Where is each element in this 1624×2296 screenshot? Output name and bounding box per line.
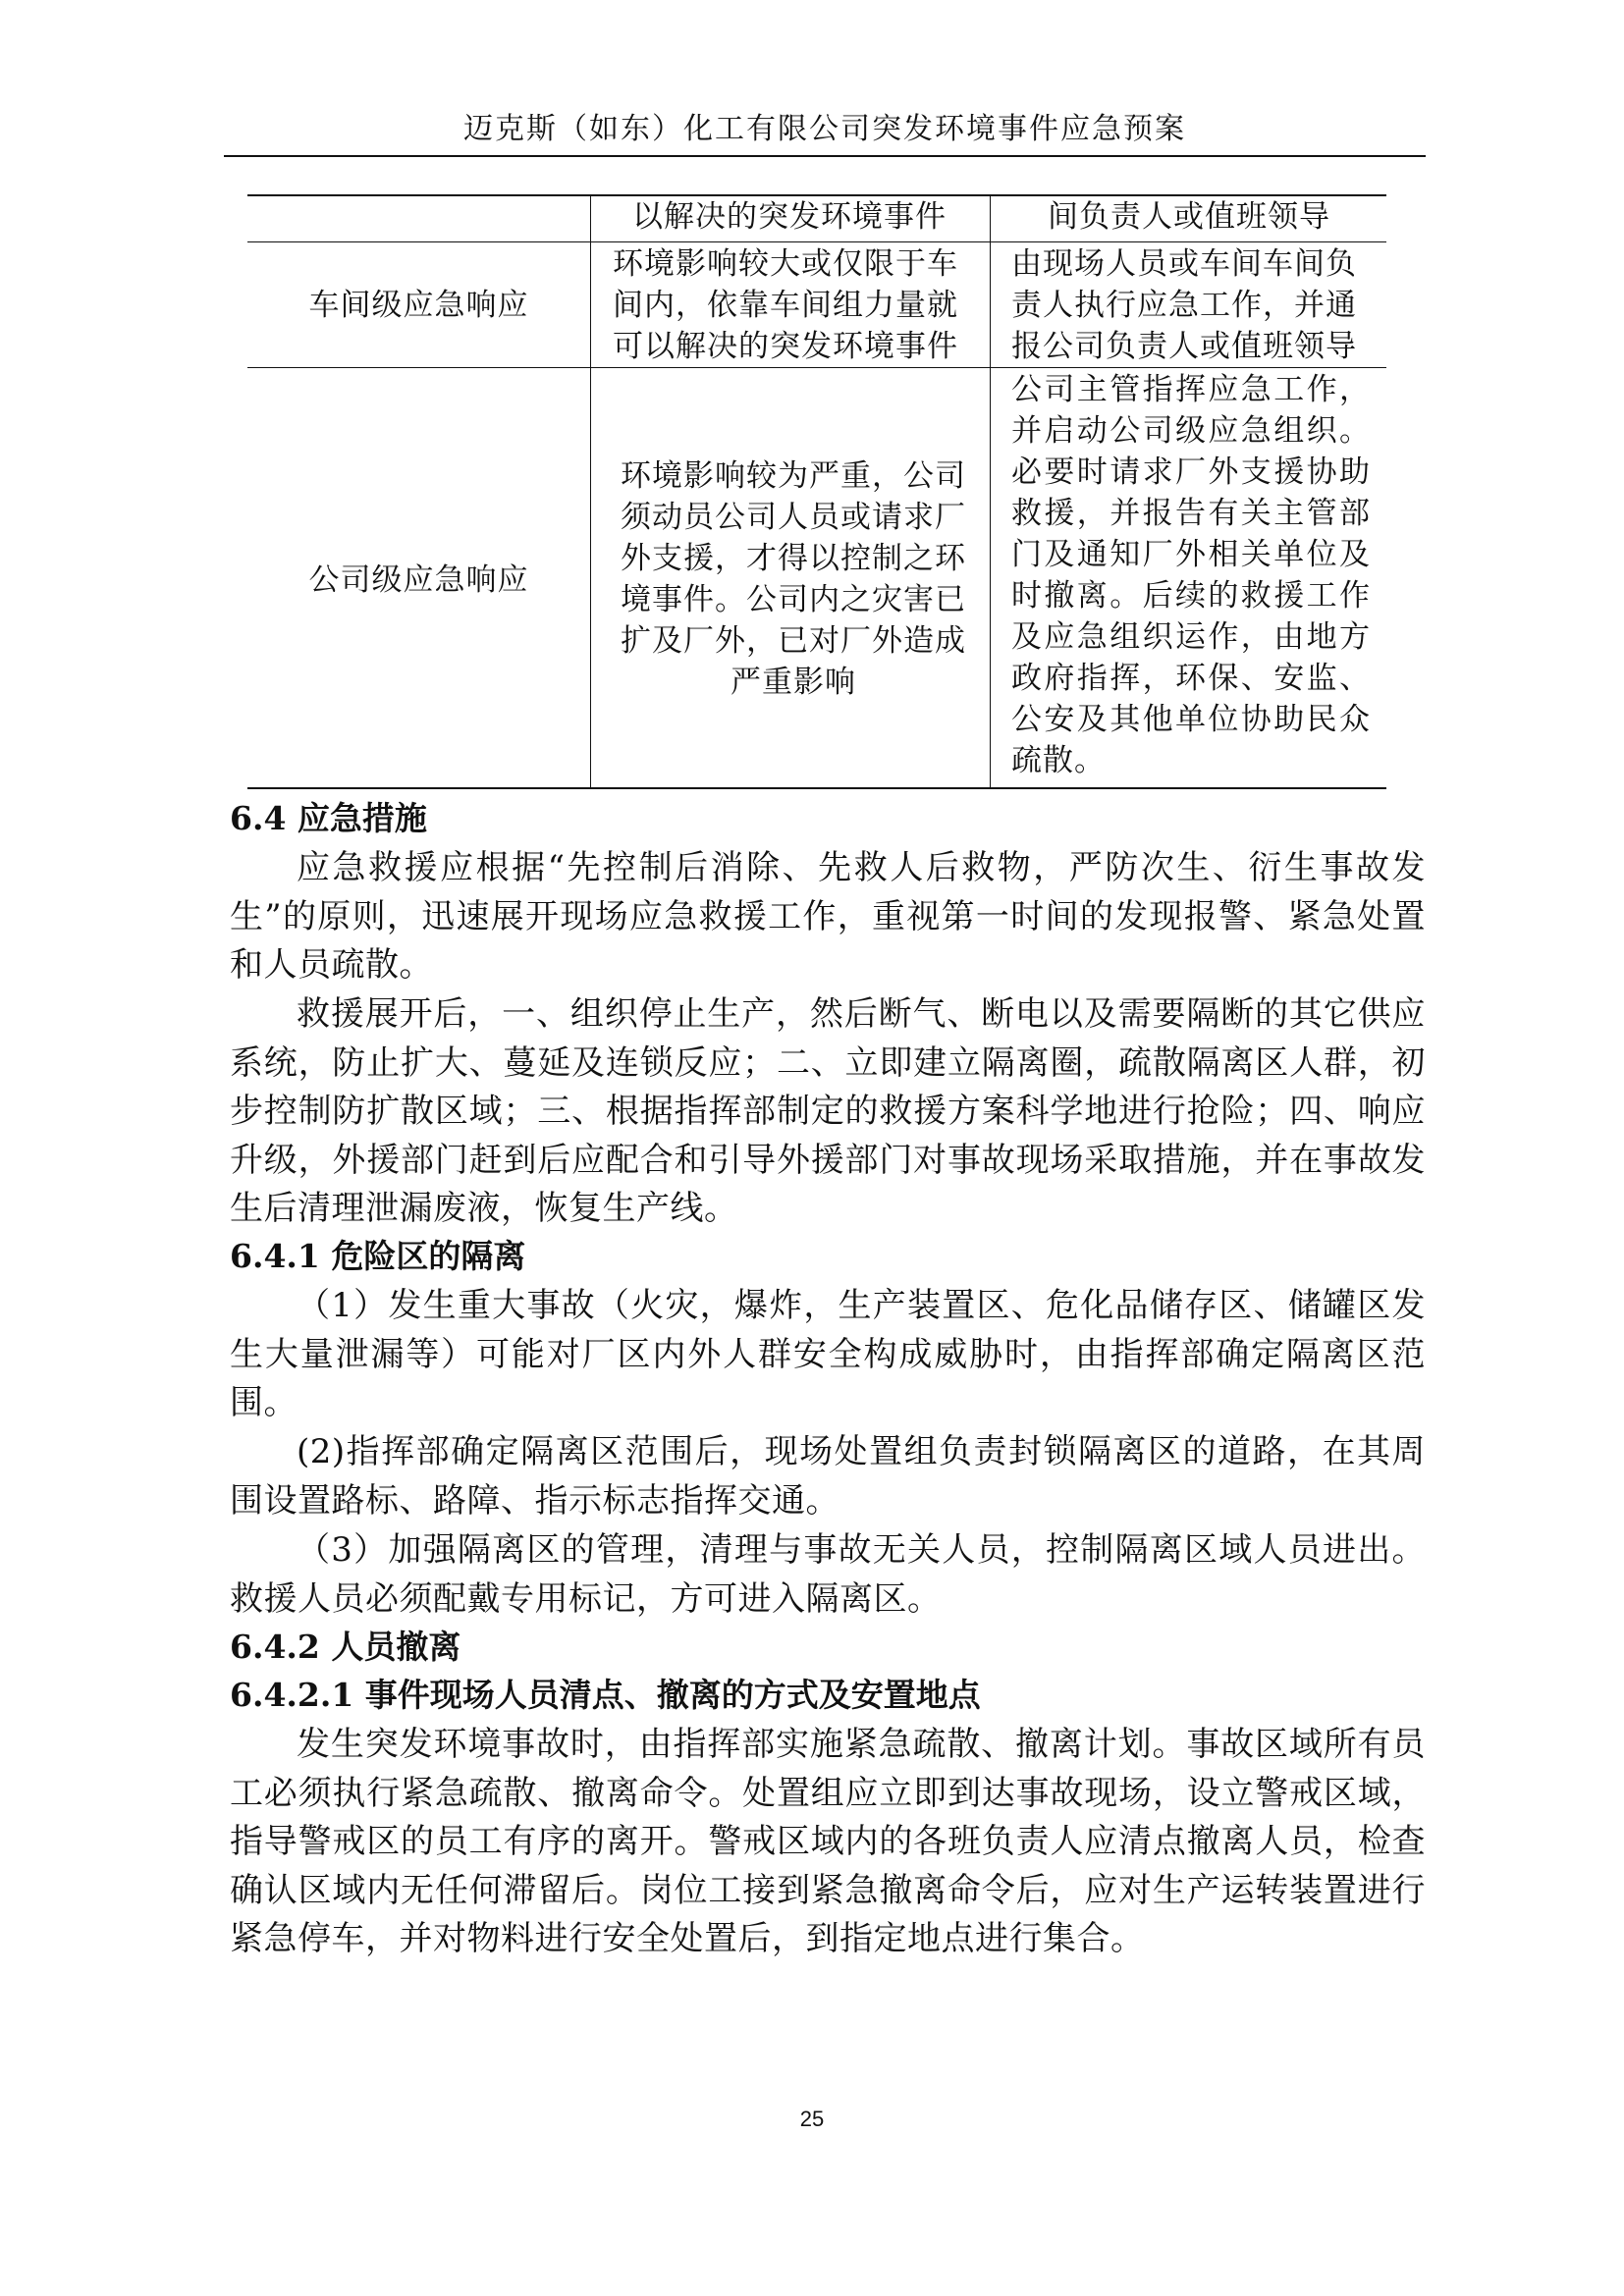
table-row-divider xyxy=(247,367,1386,368)
paragraph: 救援展开后，一、组织停止生产，然后断气、断电以及需要隔断的其它供应系统，防止扩大、蔓延及连锁反应；二、立即建立隔离圈，疏散隔离区人群，初步控制防扩散区域；三、根据指挥部制定的救援方案科学地进行抢险；四、响应升级，外援部门赶到后应配合和引导外援部门对事故现场采取措施，并在事故发生后清理泄漏废液，恢复生产线。 xyxy=(230,994,1426,1228)
table-bottom-rule xyxy=(247,787,1386,789)
section-heading: 6.4.1 危险区的隔离 xyxy=(230,1237,526,1275)
paragraph: 应急救援应根据“先控制后消除、先救人后救物，严防次生、衍生事故发生”的原则，迅速展开现场应急救援工作，重视第一时间的发现报警、紧急处置和人员疏散。 xyxy=(230,848,1426,985)
table-cell-condition: 环境影响较大或仅限于车间内，依靠车间组力量就可以解决的突发环境事件 xyxy=(613,246,958,364)
response-level-table xyxy=(247,194,1386,789)
table-cell-action: 由现场人员或车间车间负责人执行应急工作，并通报公司负责人或值班领导 xyxy=(1011,246,1357,364)
table-cell-level: 公司级应急响应 xyxy=(308,562,529,598)
paragraph: （1）发生重大事故（火灾，爆炸，生产装置区、危化品储存区、储罐区发生大量泄漏等）可能对厂区内外人群安全构成威胁时，由指挥部确定隔离区范围。 xyxy=(230,1286,1426,1422)
section-heading: 6.4.2 人员撤离 xyxy=(230,1628,461,1666)
table-cell-condition: 环境影响较为严重，公司须动员公司人员或请求厂外支援，才得以控制之环境事件。公司内之灾害已扩及厂外，已对厂外造成严重影响 xyxy=(621,458,966,700)
subsection-heading: 6.4.2.1 事件现场人员清点、撤离的方式及安置地点 xyxy=(230,1676,981,1714)
paragraph: 发生突发环境事故时，由指挥部实施紧急疏散、撤离计划。事故区域所有员工必须执行紧急疏散、撤离命令。处置组应立即到达事故现场，设立警戒区域，指导警戒区的员工有序的离开。警戒区域内的各班负责人应清点撤离人员，检查确认区域内无任何滞留后。岗位工接到紧急撤离命令后，应对生产运转装置进行紧急停车，并对物料进行安全处置后，到指定地点进行集合。 xyxy=(230,1725,1426,1958)
header-title: 迈克斯（如东）化工有限公司突发环境事件应急预案 xyxy=(463,112,1186,146)
table-cell-level: 车间级应急响应 xyxy=(308,288,529,323)
table-cell: 间负责人或值班领导 xyxy=(1048,199,1330,235)
table-column-divider xyxy=(990,194,991,789)
section-heading: 6.4 应急措施 xyxy=(230,799,427,837)
table-cell: 以解决的突发环境事件 xyxy=(632,199,947,235)
table-cell-action: 公司主管指挥应急工作，并启动公司级应急组织。必要时请求厂外支援协助救援，并报告有关主管部门及通知厂外相关单位及时撤离。后续的救援工作及应急组织运作，由地方政府指挥，环保、安监、公安及其他单位协助民众疏散。 xyxy=(1011,372,1371,778)
paragraph: （3）加强隔离区的管理，清理与事故无关人员，控制隔离区域人员进出。救援人员必须配戴专用标记，方可进入隔离区。 xyxy=(230,1530,1426,1619)
table-column-divider xyxy=(590,194,591,789)
page-number: 25 xyxy=(799,2107,825,2131)
paragraph: (2)指挥部确定隔离区范围后，现场处置组负责封锁隔离区的道路，在其周围设置路标、路障、指示标志指挥交通。 xyxy=(230,1432,1426,1521)
table-row-divider xyxy=(247,241,1386,242)
header-rule xyxy=(224,155,1426,157)
